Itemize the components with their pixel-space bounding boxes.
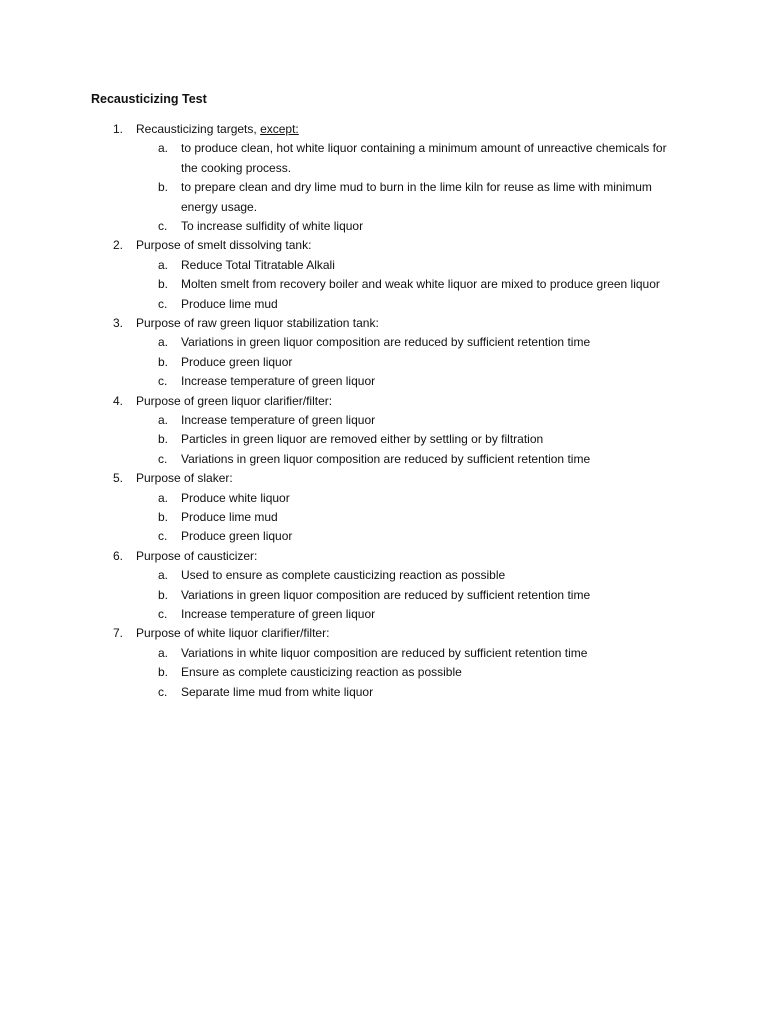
option-letter: c. [158,529,168,544]
option-text: to produce clean, hot white liquor containing a minimum amount of unreactive chemicals for the cooking process. [181,141,667,175]
option-item [0,663,768,682]
option-text: Used to ensure as complete causticizing reaction as possible [181,568,506,583]
question-row [0,469,768,488]
question-1 [0,120,768,236]
question-text [136,314,379,333]
question-number: 4. [113,393,124,408]
question-number: 1. [113,122,124,136]
option-item [0,372,768,391]
option-letter: a. [158,645,169,660]
option-letter: a. [158,568,169,583]
option-item [0,275,768,294]
option-item [0,430,768,449]
question-number: 5. [113,471,124,486]
option-text: Variations in green liquor composition are reduced by sufficient retention time [181,451,591,466]
option-text: Separate lime mud from white liquor [181,684,374,699]
question-stem: Purpose of smelt dissolving tank: [136,238,312,253]
question-text [136,469,233,488]
question-6 [0,547,768,625]
option-text: Increase temperature of green liquor [181,413,376,428]
option-text: Variations in green liquor composition are reduced by sufficient retention time [181,335,591,350]
option-item [0,139,768,178]
question-row [0,120,768,139]
option-text: Produce green liquor [181,354,293,369]
question-stem: Purpose of white liquor clarifier/filter: [136,626,330,641]
option-item [0,508,768,527]
question-5 [0,469,768,547]
option-letter: b. [158,587,169,602]
option-letter: c. [158,451,168,466]
option-list [0,566,768,624]
option-item [0,683,768,702]
option-list [0,411,768,469]
question-emphasis: except: [260,122,299,136]
question-text [136,547,257,566]
option-item [0,644,768,663]
question-row [0,547,768,566]
option-letter: a. [158,141,169,156]
option-item [0,411,768,430]
question-row [0,624,768,643]
option-text: Particles in green liquor are removed either by settling or by filtration [181,432,544,447]
option-letter: a. [158,335,169,350]
option-text: Produce white liquor [181,490,290,505]
option-item [0,178,768,217]
option-text: Increase temperature of green liquor [181,374,376,389]
option-text: To increase sulfidity of white liquor [181,219,364,234]
option-item [0,566,768,585]
document-title: Recausticizing Test [91,92,207,106]
option-text: Variations in white liquor composition are reduced by sufficient retention time [181,645,588,660]
option-letter: a. [158,413,169,428]
question-number: 6. [113,548,124,563]
option-list [0,139,768,236]
question-number: 2. [113,238,124,253]
option-text: Produce lime mud [181,296,278,311]
option-letter: b. [158,665,169,680]
option-letter: b. [158,510,169,525]
option-item [0,217,768,236]
question-text [136,624,329,643]
option-item [0,586,768,605]
option-letter: c. [158,684,168,699]
option-letter: b. [158,277,169,292]
option-item [0,295,768,314]
option-text: Produce lime mud [181,510,278,525]
option-text: Increase temperature of green liquor [181,607,376,622]
question-stem: Purpose of causticizer: [136,548,258,563]
option-letter: b. [158,180,169,195]
option-item [0,256,768,275]
question-7 [0,624,768,702]
option-item [0,353,768,372]
question-stem: Purpose of slaker: [136,471,233,486]
question-3 [0,314,768,392]
option-letter: a. [158,490,169,505]
option-letter: a. [158,257,169,272]
option-item [0,489,768,508]
option-item [0,450,768,469]
question-stem: Recausticizing targets, [136,122,261,136]
option-letter: c. [158,607,168,622]
option-text: to prepare clean and dry lime mud to burn in the lime kiln for reuse as lime with minimum energy usage. [181,180,652,214]
option-letter: c. [158,374,168,389]
option-list [0,489,768,547]
option-text: Produce green liquor [181,529,293,544]
question-2 [0,236,768,314]
question-number: 3. [113,316,124,331]
option-item [0,333,768,352]
question-list [0,120,768,702]
option-letter: b. [158,432,169,447]
question-4 [0,392,768,470]
option-letter: c. [158,219,168,234]
option-text: Variations in green liquor composition are reduced by sufficient retention time [181,587,591,602]
option-text: Ensure as complete causticizing reaction as possible [181,665,462,680]
option-text: Molten smelt from recovery boiler and weak white liquor are mixed to produce green liquor [181,277,660,292]
question-stem: Purpose of raw green liquor stabilization tank: [136,316,379,331]
option-list [0,256,768,314]
question-text [136,120,299,139]
question-row [0,236,768,255]
option-list [0,333,768,391]
question-number: 7. [113,626,124,641]
question-row [0,314,768,333]
option-list [0,644,768,702]
question-text [136,236,311,255]
option-text: Reduce Total Titratable Alkali [181,257,335,272]
question-text [136,392,332,411]
option-item [0,527,768,546]
question-row [0,392,768,411]
option-letter: c. [158,296,168,311]
option-item [0,605,768,624]
option-letter: b. [158,354,169,369]
question-stem: Purpose of green liquor clarifier/filter: [136,393,333,408]
